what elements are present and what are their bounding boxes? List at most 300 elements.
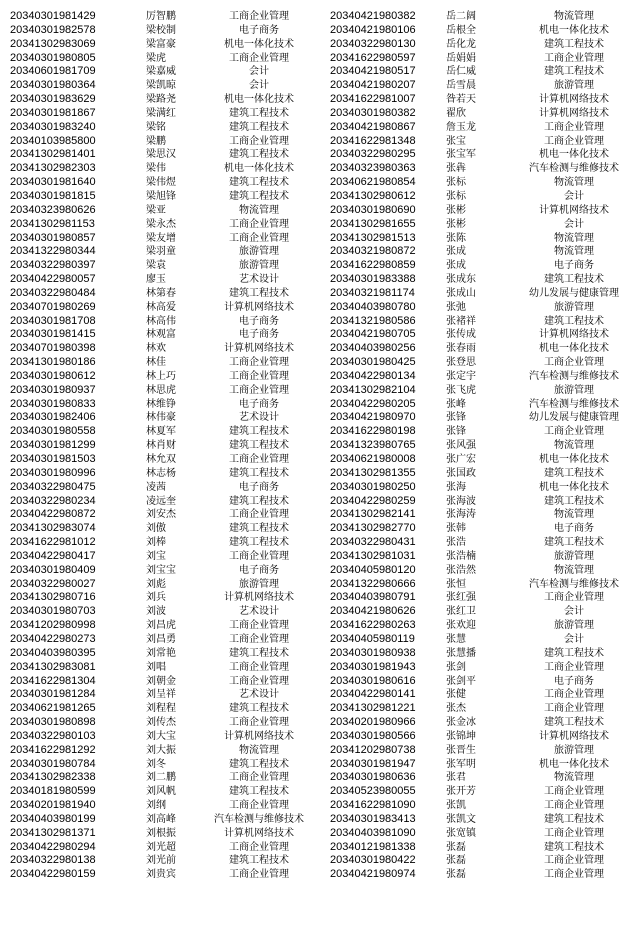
table-row: [0, 301, 322, 315]
major-cell: 艺术设计: [239, 606, 279, 618]
major-cell: 工商企业管理: [229, 717, 289, 729]
student-id-cell: 20340201981940: [10, 799, 96, 812]
student-name-cell: 张成: [446, 246, 466, 258]
student-id-cell: 20340523980055: [330, 785, 416, 798]
major-cell: 建筑工程技术: [544, 495, 604, 507]
student-id-cell: 20341302981513: [330, 231, 416, 244]
student-id-cell: 20340322980027: [10, 577, 96, 590]
student-name-cell: 梁凯晾: [146, 80, 176, 92]
roster-right-column: [322, 10, 644, 882]
table-row: [0, 384, 322, 398]
major-cell: 旅游管理: [554, 384, 594, 396]
major-cell: 艺术设计: [239, 689, 279, 701]
student-id-cell: 20341302983081: [10, 660, 96, 673]
major-cell: 计算机网络技术: [539, 329, 609, 341]
major-cell: 电子商务: [554, 675, 594, 687]
table-row: [322, 315, 644, 329]
table-row: [322, 536, 644, 550]
student-name-cell: 梁校制: [146, 24, 176, 36]
table-row: [0, 453, 322, 467]
student-id-cell: 20341302982104: [330, 383, 416, 396]
table-row: [322, 799, 644, 813]
table-row: [322, 370, 644, 384]
student-id-cell: 20340301981503: [10, 453, 96, 465]
major-cell: 艺术设计: [239, 274, 279, 286]
table-row: [0, 259, 322, 273]
table-row: [0, 176, 322, 190]
table-row: [0, 578, 322, 592]
student-name-cell: 刘根振: [146, 827, 176, 839]
table-row: [0, 328, 322, 342]
student-id-cell: 20340301980425: [330, 356, 416, 369]
major-cell: 建筑工程技术: [229, 177, 289, 189]
table-row: [0, 65, 322, 79]
student-name-cell: 林维铮: [146, 398, 176, 410]
student-name-cell: 张健: [446, 689, 466, 701]
student-id-cell: 20340403980395: [10, 646, 96, 659]
student-name-cell: 刘呈祥: [146, 689, 176, 701]
major-cell: 物流管理: [554, 564, 594, 576]
student-name-cell: 梁嘉威: [146, 66, 176, 78]
major-cell: 工商企业管理: [544, 426, 604, 438]
student-name-cell: 林佳: [146, 357, 166, 369]
student-name-cell: 张杰: [446, 703, 466, 715]
student-id-cell: 20340323980363: [330, 162, 416, 175]
table-row: [0, 425, 322, 439]
table-row: [322, 342, 644, 356]
student-id-cell: 20341622980263: [330, 619, 416, 632]
major-cell: 工商企业管理: [544, 786, 604, 798]
student-name-cell: 刘朝金: [146, 675, 176, 687]
major-cell: 工商企业管理: [544, 357, 604, 369]
student-name-cell: 梁路尧: [146, 94, 176, 106]
student-name-cell: 张风强: [446, 440, 476, 452]
student-id-cell: 20341622981007: [330, 93, 416, 106]
table-row: [322, 578, 644, 592]
student-name-cell: 梁伟煜: [146, 177, 176, 189]
student-id-cell: 20341622980597: [330, 51, 416, 64]
table-row: [322, 384, 644, 398]
student-name-cell: 刘常艳: [146, 647, 176, 659]
student-id-cell: 20340301980690: [330, 203, 416, 216]
major-cell: 会计: [564, 190, 584, 202]
student-id-cell: 20340301980558: [10, 425, 96, 438]
table-row: [322, 771, 644, 785]
major-cell: 工商企业管理: [544, 800, 604, 812]
table-row: [322, 591, 644, 605]
student-id-cell: 20340405980119: [330, 632, 415, 645]
student-name-cell: 张金冰: [446, 717, 476, 729]
student-id-cell: 20340322980397: [10, 259, 96, 272]
student-id-cell: 20340322980103: [10, 729, 96, 742]
major-cell: 汽车检测与维修技术: [529, 163, 619, 175]
major-cell: 电子商务: [239, 564, 279, 576]
table-row: [322, 605, 644, 619]
major-cell: 工商企业管理: [229, 620, 289, 632]
student-name-cell: 刘唱: [146, 661, 166, 673]
major-cell: 机电一体化技术: [539, 758, 609, 770]
major-cell: 物流管理: [554, 772, 594, 784]
student-name-cell: 张浩然: [446, 564, 476, 576]
table-row: [322, 121, 644, 135]
major-cell: 物流管理: [239, 744, 279, 756]
major-cell: 建筑工程技术: [544, 66, 604, 78]
student-id-cell: 20340421980974: [330, 868, 416, 881]
student-id-cell: 20340422980417: [10, 549, 96, 562]
table-row: [322, 259, 644, 273]
major-cell: 旅游管理: [239, 260, 279, 272]
student-name-cell: 刘昌勇: [146, 633, 176, 645]
student-id-cell: 20341622981292: [10, 743, 96, 756]
major-cell: 工商企业管理: [229, 772, 289, 784]
major-cell: 工商企业管理: [229, 869, 289, 881]
student-name-cell: 刘冬: [146, 758, 166, 770]
table-row: [0, 370, 322, 384]
major-cell: 艺术设计: [239, 412, 279, 424]
major-cell: 建筑工程技术: [544, 813, 604, 825]
major-cell: 建筑工程技术: [544, 841, 604, 853]
student-name-cell: 刘传杰: [146, 717, 176, 729]
student-name-cell: 梁鹏: [146, 135, 166, 147]
student-id-cell: 20340121981338: [330, 840, 416, 853]
major-cell: 电子商务: [554, 260, 594, 272]
student-id-cell: 20340301980382: [330, 106, 416, 119]
student-name-cell: 张峰: [446, 398, 466, 410]
major-cell: 会计: [249, 80, 269, 92]
major-cell: 工商企业管理: [229, 52, 289, 64]
student-name-cell: 岳娟娟: [446, 52, 476, 64]
student-id-cell: 20340422980259: [330, 494, 416, 507]
table-row: [0, 550, 322, 564]
major-cell: 旅游管理: [554, 620, 594, 632]
table-row: [322, 495, 644, 509]
student-id-cell: 20340301983629: [10, 93, 96, 106]
table-row: [322, 204, 644, 218]
table-row: [322, 716, 644, 730]
student-name-cell: 梁满红: [146, 107, 176, 119]
table-row: [0, 162, 322, 176]
major-cell: 电子商务: [239, 398, 279, 410]
major-cell: 工商企业管理: [544, 121, 604, 133]
student-name-cell: 张晋生: [446, 744, 476, 756]
student-name-cell: 张锋: [446, 412, 466, 424]
table-row: [322, 176, 644, 190]
student-id-cell: 20340301980616: [330, 674, 416, 687]
student-id-cell: 20340321980872: [330, 245, 416, 258]
table-row: [322, 135, 644, 149]
student-id-cell: 20340301981640: [10, 176, 96, 189]
table-row: [322, 328, 644, 342]
major-cell: 工商企业管理: [229, 135, 289, 147]
student-name-cell: 张传成: [446, 329, 476, 341]
table-row: [0, 522, 322, 536]
student-name-cell: 张恒: [446, 578, 466, 590]
student-id-cell: 20340621981265: [10, 702, 96, 715]
major-cell: 机电一体化技术: [224, 94, 294, 106]
major-cell: 建筑工程技术: [544, 274, 604, 286]
major-cell: 计算机网络技术: [224, 301, 294, 313]
student-id-cell: 20341302983069: [10, 37, 96, 50]
student-name-cell: 张成山: [446, 287, 476, 299]
student-id-cell: 20340421980970: [330, 411, 416, 424]
student-name-cell: 张韩: [446, 523, 466, 535]
student-id-cell: 20340403980256: [330, 342, 416, 355]
table-row: [0, 661, 322, 675]
student-name-cell: 张慧: [446, 633, 466, 645]
student-id-cell: 20340301980898: [10, 716, 96, 729]
student-name-cell: 林伟豪: [146, 412, 176, 424]
student-name-cell: 张陈: [446, 232, 466, 244]
table-row: [322, 425, 644, 439]
student-id-cell: 20340701980398: [10, 342, 96, 355]
student-name-cell: 张君: [446, 772, 466, 784]
student-name-cell: 翟欣: [446, 107, 466, 119]
major-cell: 工商企业管理: [544, 703, 604, 715]
student-id-cell: 20340701980269: [10, 300, 96, 313]
major-cell: 工商企业管理: [229, 370, 289, 382]
major-cell: 物流管理: [554, 440, 594, 452]
table-row: [0, 771, 322, 785]
student-name-cell: 厉智鹏: [146, 11, 176, 22]
major-cell: 机电一体化技术: [539, 454, 609, 465]
major-cell: 电子商务: [239, 329, 279, 341]
student-id-cell: 20340301980805: [10, 51, 96, 64]
student-id-cell: 20340321981174: [330, 286, 415, 299]
student-name-cell: 廖玉: [146, 274, 166, 286]
student-id-cell: 20341622981348: [330, 134, 416, 147]
table-row: [322, 633, 644, 647]
student-name-cell: 张磊: [446, 841, 466, 853]
major-cell: 工商企业管理: [544, 689, 604, 701]
major-cell: 工商企业管理: [229, 509, 289, 521]
student-id-cell: 20341302982141: [330, 508, 416, 521]
student-id-cell: 20340621980008: [330, 453, 416, 465]
student-name-cell: 张定宇: [446, 370, 476, 382]
table-row: [322, 647, 644, 661]
student-id-cell: 20340301981708: [10, 314, 96, 327]
student-id-cell: 20340421980705: [330, 328, 416, 341]
student-id-cell: 20341321980586: [330, 314, 416, 327]
student-name-cell: 张磊: [446, 869, 466, 881]
table-row: [0, 204, 322, 218]
major-cell: 电子商务: [239, 315, 279, 327]
table-row: [0, 467, 322, 481]
major-cell: 建筑工程技术: [229, 121, 289, 133]
student-id-cell: 20340403980199: [10, 812, 96, 825]
student-name-cell: 梁思汉: [146, 149, 176, 161]
student-id-cell: 20340621980854: [330, 176, 416, 189]
major-cell: 建筑工程技术: [229, 786, 289, 798]
table-row: [322, 508, 644, 522]
student-name-cell: 梁铭: [146, 121, 166, 133]
table-row: [0, 411, 322, 425]
student-id-cell: 20340422980057: [10, 273, 96, 286]
table-row: [0, 38, 322, 52]
student-name-cell: 张慧播: [446, 647, 476, 659]
student-id-cell: 20340421980626: [330, 605, 416, 618]
student-id-cell: 20340301983240: [10, 120, 96, 133]
student-name-cell: 刘宝宝: [146, 564, 176, 576]
table-row: [322, 564, 644, 578]
table-row: [322, 854, 644, 868]
student-id-cell: 20340301980996: [10, 466, 96, 479]
student-name-cell: 林允双: [146, 454, 176, 465]
major-cell: 建筑工程技术: [544, 647, 604, 659]
table-row: [322, 190, 644, 204]
student-id-cell: 20340301981429: [10, 10, 96, 22]
student-id-cell: 20340322980475: [10, 480, 96, 493]
student-name-cell: 张成东: [446, 274, 476, 286]
student-name-cell: 刘程程: [146, 703, 176, 715]
student-id-cell: 20340181980599: [10, 785, 96, 798]
student-id-cell: 20340421980106: [330, 23, 416, 36]
table-row: [322, 813, 644, 827]
student-name-cell: 张宽镇: [446, 827, 476, 839]
student-id-cell: 20340301980612: [10, 369, 96, 382]
major-cell: 建筑工程技术: [229, 426, 289, 438]
table-row: [0, 148, 322, 162]
table-row: [322, 785, 644, 799]
major-cell: 工商企业管理: [544, 855, 604, 867]
student-name-cell: 刘安杰: [146, 509, 176, 521]
student-id-cell: 20340322980295: [330, 148, 416, 161]
major-cell: 旅游管理: [554, 80, 594, 92]
table-row: [0, 79, 322, 93]
student-name-cell: 张宝: [446, 135, 466, 147]
major-cell: 机电一体化技术: [539, 24, 609, 36]
student-id-cell: 20340301980566: [330, 729, 416, 742]
table-row: [322, 675, 644, 689]
major-cell: 工商企业管理: [544, 661, 604, 673]
table-row: [322, 52, 644, 66]
table-row: [0, 785, 322, 799]
table-row: [0, 605, 322, 619]
major-cell: 建筑工程技术: [229, 149, 289, 161]
student-id-cell: 20340301980938: [330, 646, 416, 659]
table-row: [322, 398, 644, 412]
student-name-cell: 刘贵宾: [146, 869, 176, 881]
student-id-cell: 20340301980937: [10, 383, 96, 396]
student-name-cell: 刘波: [146, 606, 166, 618]
table-row: [0, 495, 322, 509]
major-cell: 机电一体化技术: [539, 149, 609, 161]
student-name-cell: 张弛: [446, 301, 466, 313]
student-id-cell: 20341323980765: [330, 439, 416, 452]
student-name-cell: 张军明: [446, 758, 476, 770]
student-id-cell: 20341302981371: [10, 826, 96, 839]
table-row: [322, 148, 644, 162]
student-name-cell: 梁旭锋: [146, 190, 176, 202]
student-name-cell: 张褚祥: [446, 315, 476, 327]
student-id-cell: 20341622981090: [330, 799, 416, 812]
student-id-cell: 20340301982406: [10, 411, 96, 424]
student-id-cell: 20341302982338: [10, 771, 96, 784]
table-row: [0, 190, 322, 204]
table-row: [0, 508, 322, 522]
student-id-cell: 20341622981304: [10, 674, 96, 687]
major-cell: 建筑工程技术: [544, 717, 604, 729]
student-id-cell: 20340301981947: [330, 757, 416, 770]
table-row: [0, 619, 322, 633]
table-row: [322, 93, 644, 107]
student-id-cell: 20340422980205: [330, 397, 416, 410]
student-name-cell: 林欢: [146, 343, 166, 355]
student-name-cell: 刘纲: [146, 800, 166, 812]
student-id-cell: 20341301980186: [10, 356, 96, 369]
student-id-cell: 20340301982578: [10, 23, 96, 36]
major-cell: 物流管理: [554, 246, 594, 258]
student-name-cell: 张浩楠: [446, 550, 476, 562]
major-cell: 建筑工程技术: [229, 440, 289, 452]
table-row: [0, 758, 322, 772]
table-row: [0, 232, 322, 246]
table-row: [322, 661, 644, 675]
major-cell: 工商企业管理: [229, 454, 289, 465]
table-row: [322, 301, 644, 315]
table-row: [0, 647, 322, 661]
table-row: [322, 218, 644, 232]
student-id-cell: 20340421980207: [330, 79, 416, 92]
table-row: [0, 854, 322, 868]
student-id-cell: 20340301980364: [10, 79, 96, 92]
student-id-cell: 20341302983074: [10, 522, 96, 535]
student-name-cell: 岳二阔: [446, 11, 476, 22]
major-cell: 物流管理: [239, 204, 279, 216]
student-id-cell: 20340422980273: [10, 632, 96, 645]
major-cell: 汽车检测与维修技术: [214, 813, 304, 825]
student-name-cell: 凌远奎: [146, 495, 176, 507]
major-cell: 计算机网络技术: [539, 94, 609, 106]
major-cell: 计算机网络技术: [224, 730, 294, 742]
table-row: [0, 121, 322, 135]
student-name-cell: 昝若天: [446, 94, 476, 106]
major-cell: 建筑工程技术: [229, 107, 289, 119]
student-name-cell: 张锋: [446, 426, 466, 438]
major-cell: 汽车检测与维修技术: [529, 578, 619, 590]
student-name-cell: 梁富豪: [146, 38, 176, 50]
table-row: [0, 688, 322, 702]
student-id-cell: 20340405980120: [330, 563, 416, 576]
student-id-cell: 20340322980484: [10, 286, 96, 299]
major-cell: 工商企业管理: [544, 869, 604, 881]
student-name-cell: 岳仁威: [446, 66, 476, 78]
student-id-cell: 20340301981943: [330, 660, 416, 673]
student-id-cell: 20340422980872: [10, 508, 96, 521]
student-id-cell: 20340403981090: [330, 826, 416, 839]
major-cell: 机电一体化技术: [224, 163, 294, 175]
major-cell: 物流管理: [554, 509, 594, 521]
major-cell: 机电一体化技术: [539, 481, 609, 493]
major-cell: 建筑工程技术: [229, 855, 289, 867]
student-name-cell: 刘棒: [146, 537, 166, 549]
major-cell: 建筑工程技术: [229, 190, 289, 202]
student-name-cell: 张广宏: [446, 454, 476, 465]
major-cell: 计算机网络技术: [539, 730, 609, 742]
major-cell: 物流管理: [554, 232, 594, 244]
major-cell: 建筑工程技术: [229, 523, 289, 535]
student-id-cell: 20340323980626: [10, 203, 96, 216]
student-name-cell: 张浩: [446, 537, 466, 549]
student-id-cell: 20340301980703: [10, 605, 96, 618]
student-name-cell: 张海波: [446, 495, 476, 507]
table-row: [0, 744, 322, 758]
table-row: [0, 841, 322, 855]
student-name-cell: 张海涛: [446, 509, 476, 521]
student-name-cell: 刘高峰: [146, 813, 176, 825]
student-name-cell: 林高伟: [146, 315, 176, 327]
student-name-cell: 张剑平: [446, 675, 476, 687]
student-name-cell: 刘光超: [146, 841, 176, 853]
